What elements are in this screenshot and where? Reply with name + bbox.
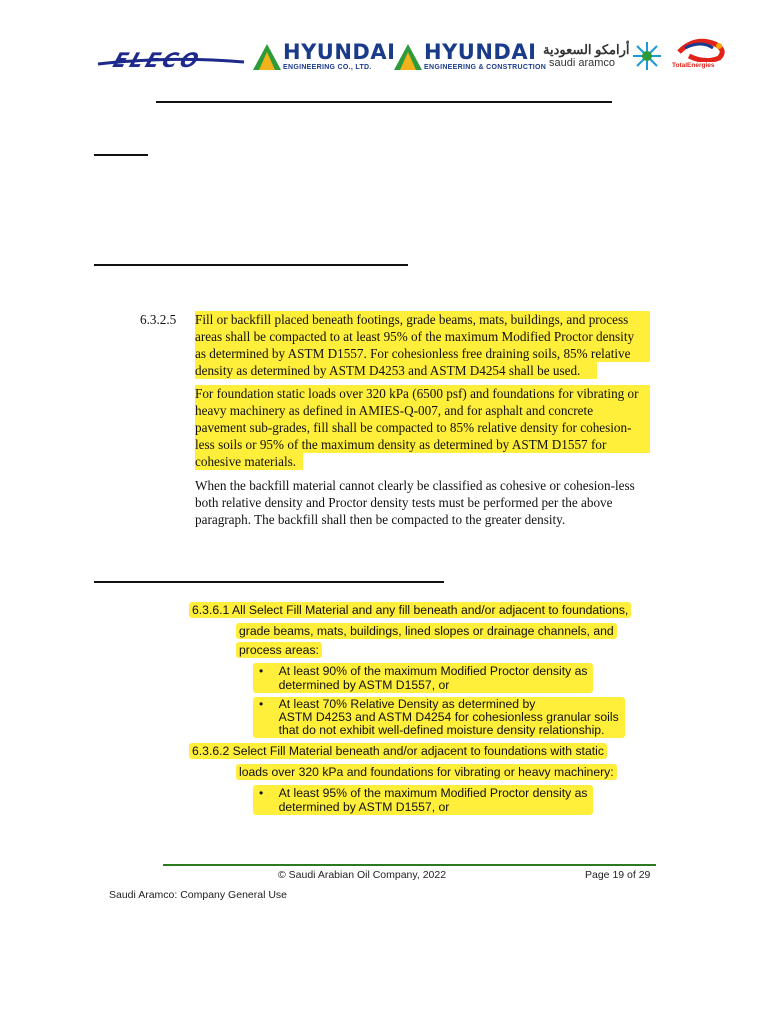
highlighted-line: For foundation static loads over 320 kPa (6500 psf) and foundations for vibrating or [195, 385, 650, 402]
hyundai-subtitle: ENGINEERING & CONSTRUCTION [424, 64, 547, 71]
footer-copyright: © Saudi Arabian Oil Company, 2022 [278, 869, 447, 881]
hyundai-construction-logo [394, 40, 547, 74]
text-line: When the backfill material cannot clearly be classified as cohesive or cohesion-less [195, 478, 635, 493]
eleco-logo-text: ELECO [110, 48, 205, 72]
bullet-item: • At least 90% of the maximum Modified Proctor density as determined by ASTM D1557, or [253, 663, 593, 693]
footer-page-number: Page 19 of 29 [585, 869, 651, 881]
clause-paragraph-1 [195, 311, 650, 379]
highlighted-line: heavy machinery as defined in AMIES-Q-007, and for asphalt and concrete [195, 402, 650, 419]
highlighted-line: areas shall be compacted to at least 95% of the maximum Modified Proctor density [195, 328, 650, 345]
highlighted-line: cohesive materials. [195, 453, 303, 470]
highlighted-line: Fill or backfill placed beneath footings, grade beams, mats, buildings, and process [195, 311, 650, 328]
hyundai-subtitle: ENGINEERING CO., LTD. [283, 64, 372, 71]
bullet-icon: • [259, 786, 264, 800]
footer-classification: Saudi Aramco: Company General Use [109, 889, 288, 901]
aramco-arabic-text: أرامكو السعودية [543, 42, 630, 57]
totalenergies-logo [672, 38, 732, 74]
highlighted-line: less soils or 95% of the maximum density as determined by ASTM D1557 for [195, 436, 650, 453]
totalenergies-swirl-icon [675, 38, 729, 62]
aramco-star-icon [631, 40, 663, 72]
hyundai-triangle-icon [253, 44, 281, 70]
heading-rule [94, 154, 148, 156]
eleco-logo [96, 48, 250, 74]
hyundai-engineering-logo [253, 40, 396, 74]
highlighted-line: pavement sub-grades, fill shall be compacted to 85% relative density for cohesion- [195, 419, 650, 436]
item-6362-line2: loads over 320 kPa and foundations for vibrating or heavy machinery: [236, 765, 617, 779]
aramco-latin-text: saudi aramco [549, 57, 616, 69]
bullet-item: • At least 95% of the maximum Modified Proctor density as determined by ASTM D1557, or [253, 785, 593, 815]
clause-paragraph-2 [195, 385, 650, 470]
text-line: both relative density and Proctor density tests must be performed per the above [195, 495, 613, 510]
hyundai-triangle-icon [394, 44, 422, 70]
clause-number: 6.3.2.5 [140, 312, 177, 327]
footer-rule [163, 864, 656, 866]
item-6361-line3: process areas: [236, 643, 322, 657]
bullet-item: • At least 70% Relative Density as determined by ASTM D4253 and ASTM D4254 for cohesionless granular soils that do not exhibit well-defined moisture density relationship. [253, 697, 625, 738]
item-6361-line2: grade beams, mats, buildings, lined slopes or drainage channels, and [236, 624, 617, 638]
bullet-icon: • [259, 697, 264, 711]
totalenergies-label: TotalEnergies [672, 62, 715, 69]
text-line: paragraph. The backfill shall then be compacted to the greater density. [195, 512, 566, 527]
item-6361-line1: 6.3.6.1 All Select Fill Material and any fill beneath and/or adjacent to foundations, [189, 603, 631, 617]
saudi-aramco-logo [543, 42, 667, 72]
highlighted-line: as determined by ASTM D1557. For cohesionless free draining soils, 85% relative [195, 345, 650, 362]
hyundai-name: HYUNDAI [283, 40, 396, 64]
highlighted-line: density as determined by ASTM D4253 and ASTM D4254 shall be used. [195, 362, 597, 379]
title-rule [156, 101, 612, 103]
clause-paragraph-3 [195, 477, 650, 528]
hyundai-name: HYUNDAI [424, 40, 537, 64]
section-rule [94, 264, 408, 266]
bullet-icon: • [259, 664, 264, 678]
item-6362-line1: 6.3.6.2 Select Fill Material beneath and/or adjacent to foundations with static [189, 744, 607, 758]
section-rule [94, 581, 444, 583]
